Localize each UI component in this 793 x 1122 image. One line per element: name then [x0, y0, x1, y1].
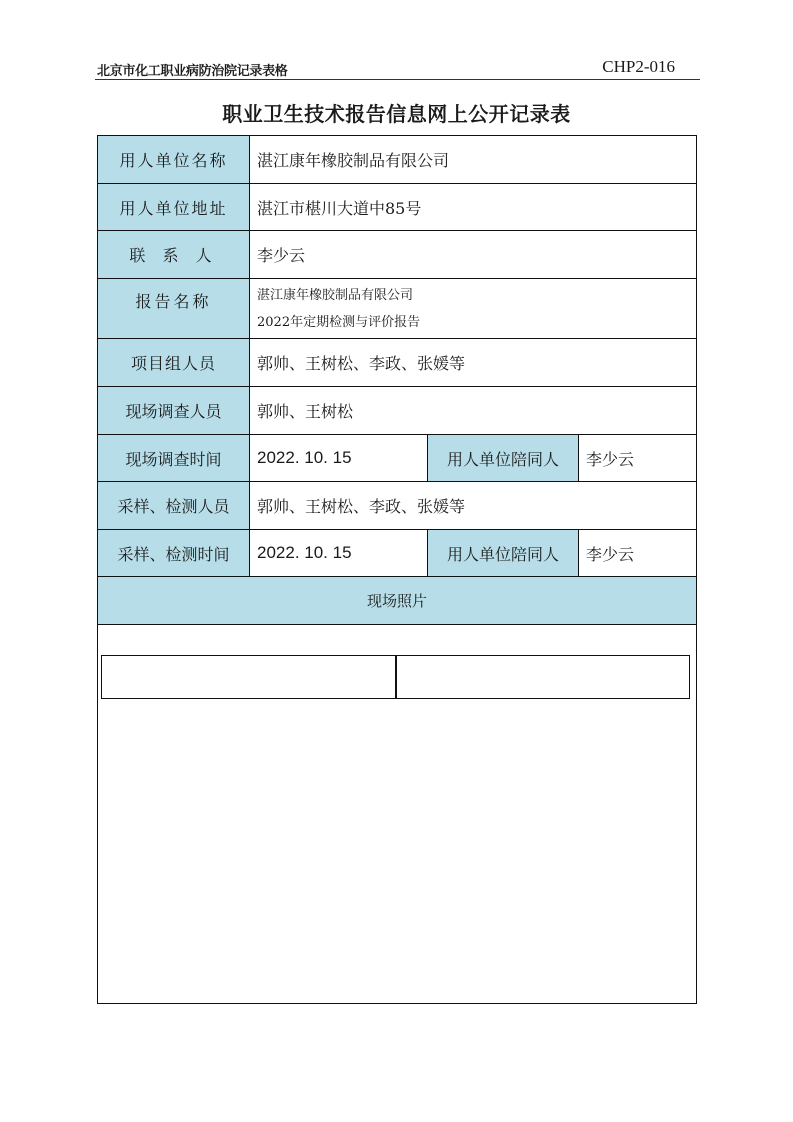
row-survey-time — [98, 435, 696, 482]
row-contact — [98, 231, 696, 279]
label-survey-companion: 用人单位陪同人 — [428, 435, 579, 481]
organization-header: 北京市化工职业病防治院记录表格 — [97, 64, 288, 79]
value-sampling-companion: 李少云 — [579, 530, 696, 576]
label-contact: 联 系 人 — [98, 231, 250, 278]
label-sampling-staff: 采样、检测人员 — [98, 482, 250, 529]
value-employer-name: 湛江康年橡胶制品有限公司 — [250, 136, 696, 183]
document-title: 职业卫生技术报告信息网上公开记录表 — [222, 102, 571, 126]
label-survey-staff: 现场调查人员 — [98, 387, 250, 434]
label-employer-name: 用人单位名称 — [98, 136, 250, 183]
row-employer-name — [98, 136, 696, 184]
row-employer-address — [98, 184, 696, 231]
value-project-members: 郭帅、王树松、李政、张媛等 — [250, 339, 696, 386]
photo-grid — [101, 655, 690, 699]
record-table — [97, 135, 697, 1004]
value-survey-staff: 郭帅、王树松 — [250, 387, 696, 434]
photo-divider — [395, 656, 397, 698]
label-employer-address: 用人单位地址 — [98, 184, 250, 230]
value-contact: 李少云 — [250, 231, 696, 278]
label-project-members: 项目组人员 — [98, 339, 250, 386]
row-photos-header — [98, 577, 696, 625]
row-sampling-staff — [98, 482, 696, 530]
label-site-photos: 现场照片 — [98, 577, 696, 624]
label-report-name: 报告名称 — [98, 279, 250, 338]
value-employer-address: 湛江市椹川大道中85号 — [250, 184, 696, 230]
header-divider — [95, 79, 700, 80]
row-report-name — [98, 279, 696, 339]
value-report-name — [250, 279, 696, 338]
report-name-line1: 湛江康年橡胶制品有限公司 — [257, 287, 414, 303]
label-survey-time: 现场调查时间 — [98, 435, 250, 481]
report-name-line2: 2022年定期检测与评价报告 — [257, 314, 421, 330]
label-sampling-time: 采样、检测时间 — [98, 530, 250, 576]
label-sampling-companion: 用人单位陪同人 — [428, 530, 579, 576]
value-survey-time: 2022. 10. 15 — [250, 435, 428, 481]
row-sampling-time — [98, 530, 696, 577]
value-sampling-staff: 郭帅、王树松、李政、张媛等 — [250, 482, 696, 529]
row-project-members — [98, 339, 696, 387]
value-survey-companion: 李少云 — [579, 435, 696, 481]
row-survey-staff — [98, 387, 696, 435]
value-sampling-time: 2022. 10. 15 — [250, 530, 428, 576]
form-code: CHP2-016 — [602, 57, 675, 76]
